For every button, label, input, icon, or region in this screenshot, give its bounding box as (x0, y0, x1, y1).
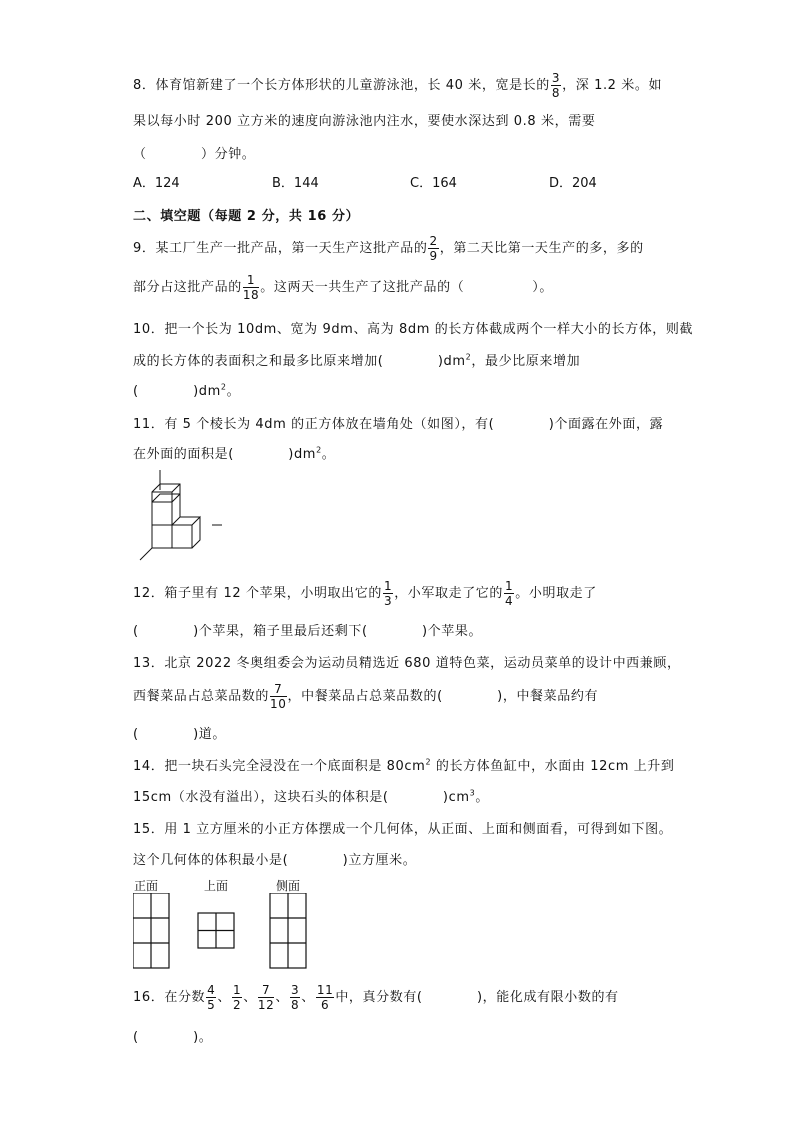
fraction: $\frac{1}{2}$ (233, 983, 242, 1012)
q15-line1: 15．用 1 立方厘米的小正方体摆成一个几何体，从正面、上面和侧面看，可得到如下图。 (133, 822, 673, 837)
cube-top-outline (152, 484, 180, 502)
three-views-figure (133, 893, 313, 971)
floor-edge-line (140, 548, 152, 560)
q9-line1: 9．某工厂生产一批产品，第一天生产这批产品的 $\frac{2}{9}$ ，第二天比第一天生产的多，多的 (133, 234, 644, 263)
side-view-label: 侧面 (276, 879, 301, 893)
q8-option-c: C．164 (410, 176, 457, 191)
section-heading: 二、填空题（每题 2 分，共 16 分） (133, 209, 360, 224)
q14-line1: 14．把一块石头完全浸没在一个底面积是 $80cm^2$ 的长方体鱼缸中，水面由 12cm 上升到 (133, 757, 675, 774)
front-view-label: 正面 (134, 879, 159, 893)
q8-option-d: D．204 (549, 176, 597, 191)
q8-line3: （ ）分钟。 (133, 147, 256, 162)
fraction: $\frac{7}{12}$ (257, 983, 275, 1012)
fraction: $\frac{2}{9}$ (429, 234, 438, 263)
q10-line2: 成的长方体的表面积之和最多比原来增加( )$dm^2$，最少比原来增加 (133, 352, 581, 369)
fraction: $\frac{3}{8}$ (551, 71, 561, 100)
cube-side (192, 517, 200, 548)
q12-line1: 12．箱子里有 12 个苹果，小明取出它的 $\frac{1}{3}$ ，小军取走了它的 $\frac{1}{4}$ 。小明取走了 (133, 579, 597, 608)
q11-line2: 在外面的面积是( )$dm^2$。 (133, 445, 336, 462)
q16-line2: ( )。 (133, 1030, 213, 1045)
q15-line2: 这个几何体的体积最小是( )立方厘米。 (133, 853, 417, 868)
fraction: $\frac{3}{8}$ (290, 983, 300, 1012)
fraction: $\frac{11}{6}$ (316, 983, 334, 1012)
q8-line1: 8．体育馆新建了一个长方体形状的儿童游泳池，长 40 米，宽是长的 $\frac{3}{8}$ ，深 1.2 米。如 (133, 71, 663, 100)
side-view-grid (270, 893, 306, 968)
fraction: $\frac{7}{10}$ (270, 682, 287, 711)
q13-line2: 西餐菜品占总菜品数的 $\frac{7}{10}$ ，中餐菜品占总菜品数的( )，中餐菜品约有 (133, 682, 599, 711)
fraction: $\frac{1}{4}$ (505, 579, 514, 608)
cube-side (172, 494, 180, 517)
q10-line1: 10．把一个长为 10dm、宽为 9dm、高为 8dm 的长方体截成两个一样大小的长方体，则截 (133, 322, 694, 337)
fraction: $\frac{4}{5}$ (207, 983, 216, 1012)
q11-line1: 11．有 5 个棱长为 4dm 的正方体放在墙角处（如图），有( )个面露在外面，露 (133, 417, 664, 432)
q10-line3: ( )$dm^2$。 (133, 382, 241, 399)
cubes-in-corner-figure (130, 470, 230, 565)
q13-line3: ( )道。 (133, 727, 226, 742)
q13-line1: 13．北京 2022 冬奥组委会为运动员精选近 680 道特色菜，运动员菜单的设计中西兼顾， (133, 656, 681, 671)
q8-option-b: B．144 (272, 176, 319, 191)
top-view-label: 上面 (204, 879, 229, 893)
q9-line2: 部分占这批产品的 $\frac{1}{18}$ 。这两天一共生产了这批产品的（ ）。 (133, 273, 553, 302)
cube-edge (172, 484, 180, 492)
q8-line2: 果以每小时 200 立方米的速度向游泳池内注水，要使水深达到 0.8 米，需要 (133, 114, 596, 129)
q16-line1: 16．在分数 $\frac{4}{5}$ 、 $\frac{1}{2}$ 、 $\frac{7}{12}$ 、 $\frac{3}{8}$ 、 $\frac{11}{6}$ 中，真分数有( )，能化成有限小数的有 (133, 983, 619, 1012)
fraction: $\frac{1}{3}$ (383, 579, 393, 608)
fraction: $\frac{1}{18}$ (242, 273, 260, 302)
cube-face (152, 502, 172, 525)
cube-face (172, 525, 192, 548)
cube-face (152, 525, 172, 548)
top-view-grid (198, 913, 234, 948)
q8-option-a: A．124 (133, 176, 180, 191)
q12-line2: ( )个苹果，箱子里最后还剩下( )个苹果。 (133, 624, 483, 639)
front-view-grid (133, 893, 169, 968)
q14-line2: 15cm（水没有溢出），这块石头的体积是( )$cm^3$。 (133, 788, 489, 805)
